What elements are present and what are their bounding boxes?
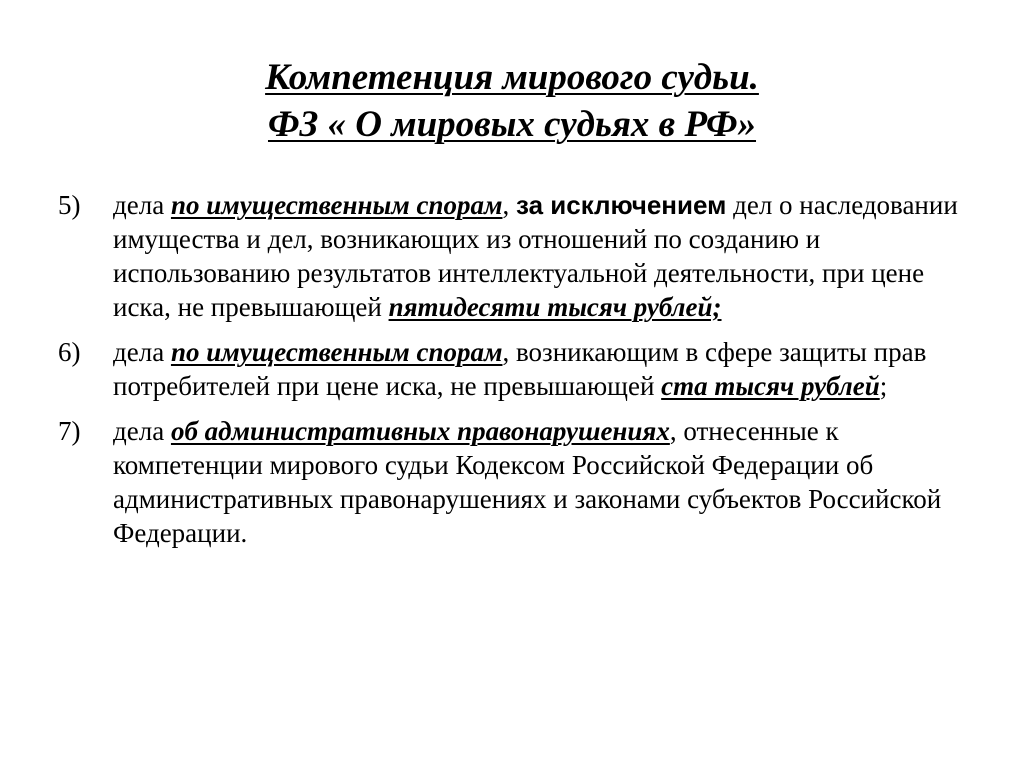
text-segment: дела — [113, 416, 171, 446]
item-number: 6) — [58, 337, 81, 367]
emphasis-property-disputes: по имущественным спорам — [170, 190, 503, 220]
emphasis-fifty-thousand: пятидесяти тысяч рублей; — [388, 292, 722, 322]
text-segment: дела — [113, 337, 171, 367]
competence-list — [58, 188, 978, 561]
item-text — [113, 414, 978, 550]
emphasis-hundred-thousand: ста тысяч рублей — [661, 371, 880, 401]
text-segment: дел о наследовании имущества и дел, возникающих из отношений по созданию и использованию результатов интеллектуальной деятельности, при цене иска, не превышающей — [113, 190, 958, 322]
text-segment: ; — [879, 371, 888, 401]
slide-title — [100, 54, 924, 148]
item-number: 5) — [58, 190, 81, 220]
text-segment: , возникающим в сфере защиты прав потребителей при цене иска, не превышающей — [113, 337, 927, 401]
text-segment: дела — [113, 190, 171, 220]
title-line-1: Компетенция мирового судьи. — [265, 57, 759, 98]
item-text — [113, 188, 978, 324]
text-segment: , отнесенные к компетенции мирового судьи Кодексом Российской Федерации об административных правонарушениях и законами субъектов Российской Федерации. — [113, 416, 942, 548]
list-item-7 — [58, 414, 978, 550]
emphasis-property-disputes: по имущественным спорам — [170, 337, 503, 367]
title-line-2: ФЗ « О мировых судьях в РФ» — [267, 104, 757, 145]
bold-exception: за исключением — [515, 190, 727, 220]
item-text — [113, 335, 978, 403]
item-number: 7) — [58, 416, 81, 446]
emphasis-administrative-offenses: об административных правонарушениях — [170, 416, 670, 446]
list-item-5 — [58, 188, 978, 324]
text-segment: , — [502, 190, 516, 220]
list-item-6 — [58, 335, 978, 403]
